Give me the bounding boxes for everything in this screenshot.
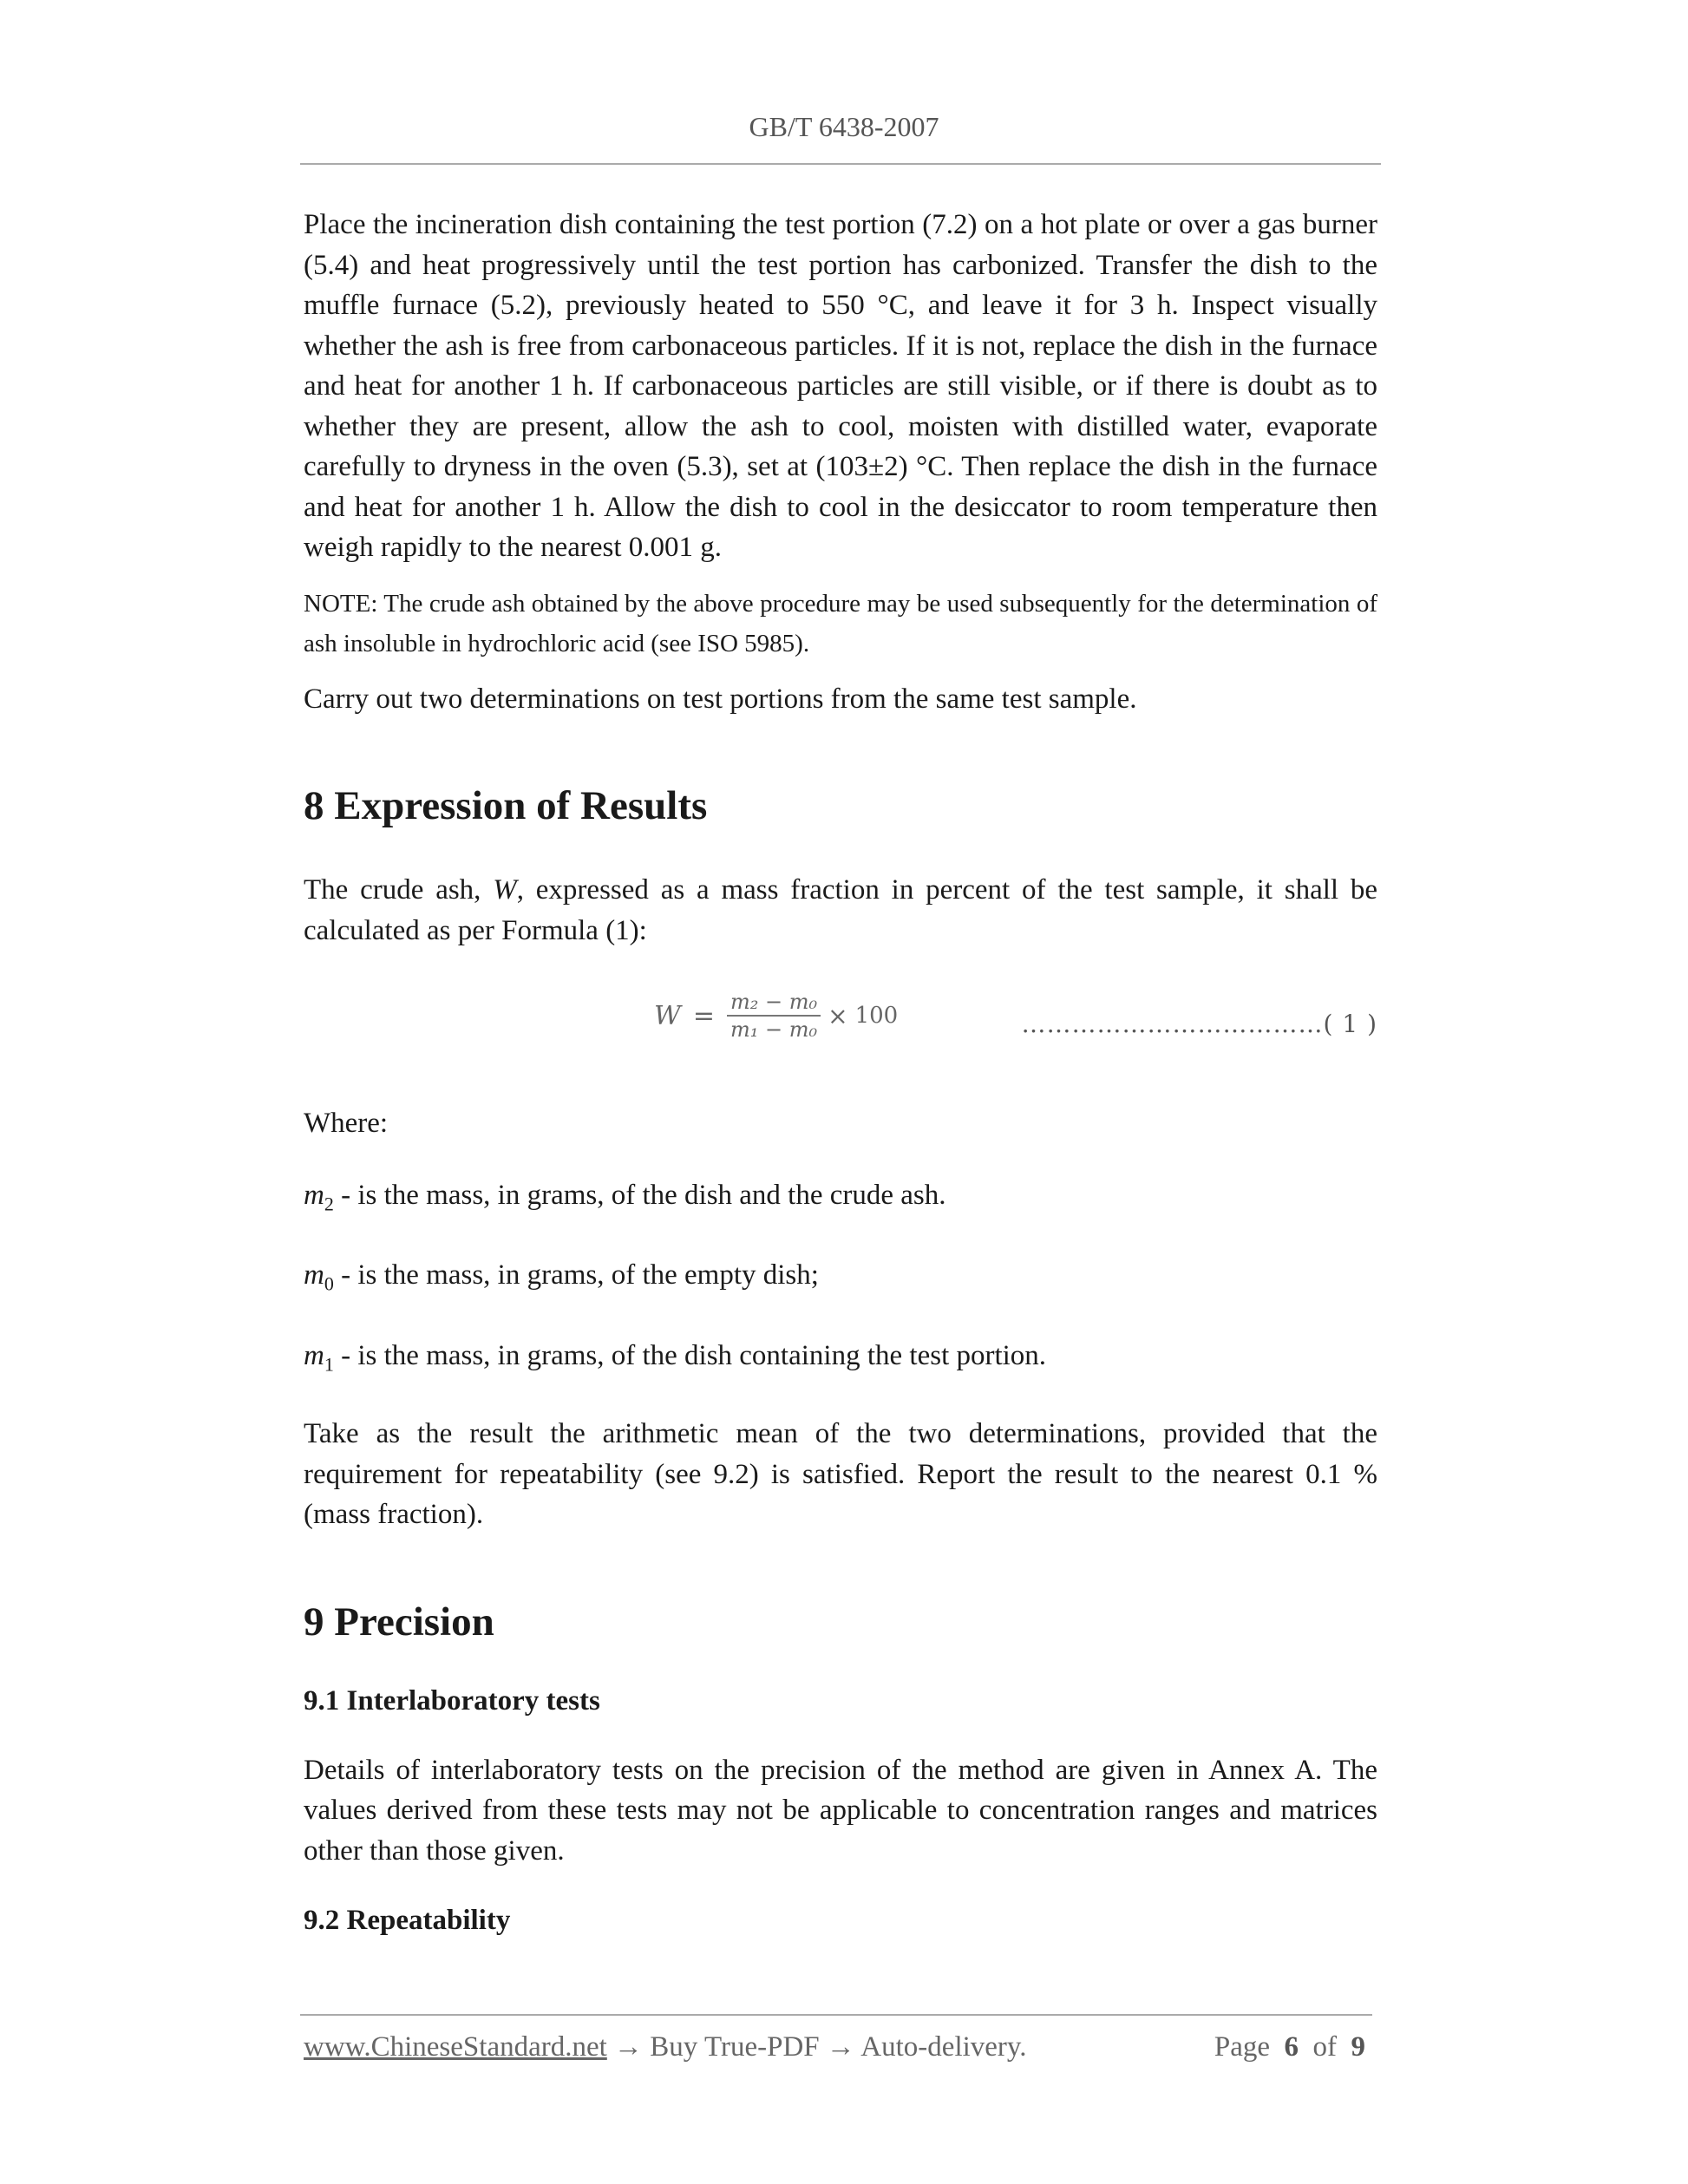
variable-m2-line	[304, 1175, 1377, 1225]
page-header-title: GB/T 6438-2007	[749, 111, 939, 142]
page-current: 6	[1284, 2031, 1299, 2063]
website-link[interactable]: www.ChineseStandard.net	[304, 2031, 607, 2063]
variable-m0-line	[304, 1255, 1377, 1305]
variable-symbol: m	[304, 1179, 324, 1211]
section-9-2-heading: 9.2 Repeatability	[304, 1905, 511, 1937]
formula-number: ………………………………( 1 )	[1021, 1010, 1377, 1038]
formula-times: ×	[828, 1001, 848, 1030]
variable-symbol: m	[304, 1259, 324, 1291]
variable-subscript: 2	[324, 1193, 334, 1215]
header-divider	[300, 163, 1381, 165]
procedure-paragraph: Place the incineration dish containing the test portion (7.2) on a hot plate or over a gas burner (5.4) and heat progressively until the test portion has carbonized. Transfer the dish to the muffle furnace (5.2), previously heated to 550 °C, and leave it for 3 h. Inspect visually whether the ash is free from carbonaceous particles. If it is not, replace the dish in the furnace and heat for another 1 h. If carbonaceous particles are still visible, or if there is doubt as to whether they are present, allow the ash to cool, moisten with distilled water, evaporate carefully to dryness in the oven (5.3), set at (103±2) °C. Then replace the dish in the furnace and heat for another 1 h. Allow the dish to cool in the desiccator to room temperature then weigh rapidly to the nearest 0.001 g.	[304, 209, 1377, 563]
document-body	[304, 205, 1377, 1940]
note-paragraph: NOTE: The crude ash obtained by the above procedure may be used subsequently for the determination of ash insoluble in hydrochloric acid (see ISO 5985).	[304, 589, 1377, 657]
footer-tagline: → Buy True-PDF → Auto-delivery.	[606, 2031, 1027, 2063]
section-9-1-paragraph: Details of interlaboratory tests on the precision of the method are given in Annex A. The values derived from these tests may not be applicable to concentration ranges and matrices other than those given.	[304, 1754, 1377, 1867]
variable-subscript: 1	[324, 1353, 334, 1376]
formula-equals: =	[692, 1000, 715, 1031]
footer-divider	[300, 2014, 1372, 2016]
variable-description: - is the mass, in grams, of the dish containing the test portion.	[333, 1339, 1047, 1371]
duplicate-determination-paragraph: Carry out two determinations on test portions from the same test sample.	[304, 683, 1137, 715]
formula-numerator: m₂ − m₀	[730, 990, 818, 1014]
page-footer	[304, 2031, 1372, 2063]
formula-denominator: m₁ − m₀	[730, 1017, 818, 1042]
intro-text-before: The crude ash,	[304, 874, 494, 906]
variable-subscript: 0	[324, 1272, 334, 1295]
variable-description: - is the mass, in grams, of the dish and the crude ash.	[333, 1179, 946, 1211]
page-label: Page	[1214, 2031, 1270, 2063]
formula-factor: 100	[854, 1003, 899, 1029]
section-9-1-heading: 9.1 Interlaboratory tests	[304, 1684, 600, 1716]
variable-description: - is the mass, in grams, of the empty dish;	[333, 1259, 819, 1291]
result-paragraph: Take as the result the arithmetic mean of the two determinations, provided that the requirement for repeatability (see 9.2) is satisfied. Report the result to the nearest 0.1 % (mass fraction).	[304, 1418, 1377, 1531]
formula-fraction	[727, 989, 821, 1043]
formula-1-row	[304, 973, 1377, 1084]
section-9-heading: 9 Precision	[304, 1599, 494, 1645]
variable-m1-line	[304, 1336, 1377, 1385]
where-label: Where:	[304, 1108, 389, 1139]
intro-text-after: , expressed as a mass fraction in percent of the test sample, it shall be calculated as per Formula (1):	[304, 874, 1377, 946]
page-of: of	[1312, 2031, 1337, 2063]
formula-1	[654, 989, 898, 1043]
formula-lhs: W	[654, 1000, 681, 1031]
page-indicator	[1214, 2031, 1365, 2063]
section-8-heading: 8 Expression of Results	[304, 783, 708, 828]
intro-symbol-w: W	[493, 874, 517, 906]
variable-symbol: m	[304, 1339, 324, 1371]
section-8-intro	[304, 870, 1377, 951]
page-total: 9	[1351, 2031, 1365, 2063]
